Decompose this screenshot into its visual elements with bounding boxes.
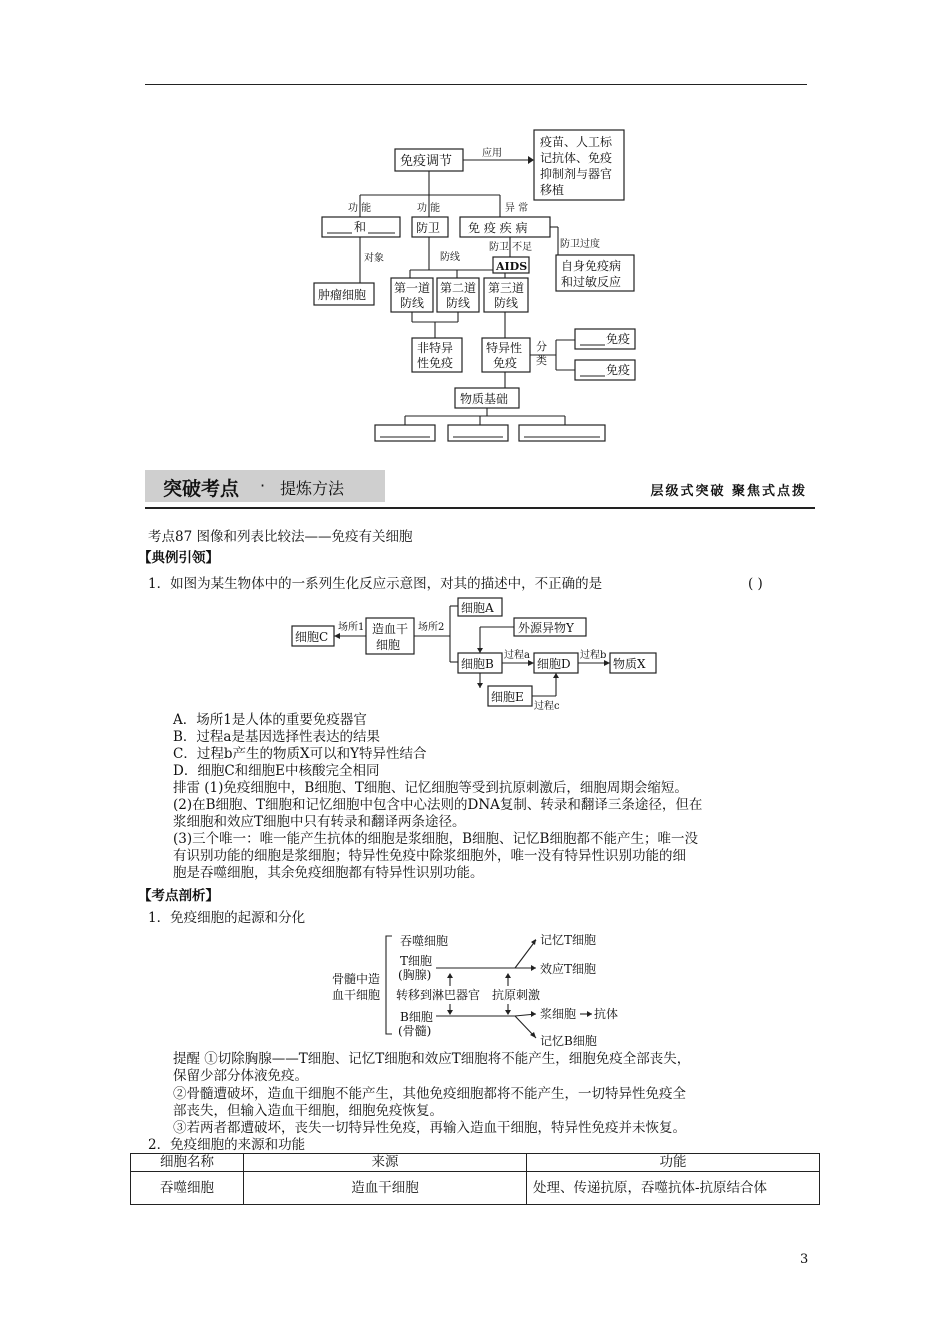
origin-diagram	[330, 928, 630, 1050]
tcell-text-1: T细胞	[400, 954, 433, 968]
aids-text: AIDS	[496, 260, 528, 273]
pailei-1: 排雷 (1)免疫细胞中，B细胞、T细胞、记忆细胞等受到抗原刺激后，细胞周期会缩短。	[173, 780, 688, 796]
effector-t-text: 效应T细胞	[540, 962, 597, 976]
abnormal-label: 异 常	[505, 203, 529, 214]
transfer-text: 转移到淋巴器官	[396, 988, 481, 1002]
application-label: 应用	[482, 148, 502, 159]
phagocyte-text: 吞噬细胞	[400, 934, 449, 948]
bcell-text-2: (骨髓)	[398, 1024, 432, 1038]
kaodian-poxi: 【考点剖析】	[138, 888, 219, 904]
cellA-text: 细胞A	[461, 601, 494, 615]
vaccine-line-2: 记抗体、免疫	[540, 151, 613, 165]
table-cell: 处理、传递抗原，吞噬抗体-抗原结合体	[527, 1172, 820, 1205]
banner-subtitle: 提炼方法	[280, 479, 345, 498]
autoimmune-line-2: 和过敏反应	[561, 275, 622, 289]
stem-cell-text-2: 细胞	[376, 638, 401, 652]
defense-text: 防卫	[416, 221, 441, 235]
defense-line-label: 防线	[440, 252, 460, 263]
pailei-6: 胞是吞噬细胞，其余免疫细胞都有特异性识别功能。	[173, 865, 484, 881]
line2-text-1: 第二道	[440, 281, 477, 295]
memory-t-text: 记忆T细胞	[540, 933, 597, 947]
vaccine-line-3: 抑制剂与器官	[540, 167, 613, 181]
concept-map	[300, 125, 660, 450]
page-number: 3	[800, 1252, 809, 1267]
specific-text-2: 免疫	[493, 356, 518, 370]
substanceX-text: 物质X	[613, 657, 646, 671]
function-label-1: 功 能	[348, 203, 372, 214]
immune-blank-text-1: 免疫	[606, 332, 631, 346]
tumor-cell-text: 肿瘤细胞	[318, 288, 367, 302]
autoimmune-line-1: 自身免疫病	[561, 259, 622, 273]
blank-box-1	[375, 425, 435, 441]
pailei-2: (2)在B细胞、T细胞和记忆细胞中包含中心法则的DNA复制、转录和翻译三条途径，但在	[173, 797, 703, 813]
line1-text-1: 第一道	[394, 281, 431, 295]
nonspecific-text-1: 非特异	[417, 341, 454, 355]
item2-title: 2．免疫细胞的来源和功能	[148, 1137, 306, 1153]
table-cell: 吞噬细胞	[131, 1172, 244, 1205]
material-basis-text: 物质基础	[460, 392, 509, 406]
cellD-text: 细胞D	[537, 657, 571, 671]
tixing-5: ③若两者都遭破坏，丧失一切特异性免疫，再输入造血干细胞，特异性免疫并未恢复。	[173, 1120, 686, 1136]
table-header-row	[131, 1154, 820, 1172]
table-header: 细胞名称	[131, 1154, 244, 1172]
function-label-2: 功 能	[417, 203, 441, 214]
tixing-4: 部丧失，但输入造血干细胞，细胞免疫恢复。	[173, 1103, 443, 1119]
antibody-text: 抗体	[594, 1007, 619, 1021]
process-diagram	[288, 596, 668, 710]
table-header: 功能	[527, 1154, 820, 1172]
banner-title: 突破考点	[163, 478, 240, 500]
immune-disease-text: 免 疫 疾 病	[468, 221, 528, 235]
vaccine-line-4: 移植	[540, 183, 565, 197]
target-label: 对象	[364, 253, 384, 264]
option-b: B．过程a是基因选择性表达的结果	[173, 729, 380, 745]
table-header: 来源	[244, 1154, 527, 1172]
table-cell: 造血干细胞	[244, 1172, 527, 1205]
cellC-text: 细胞C	[295, 630, 329, 644]
process-b-label: 过程b	[580, 650, 607, 661]
process-c-label: 过程c	[534, 701, 560, 710]
and-text: 和	[354, 220, 367, 234]
stem-cell-text-1: 造血干	[372, 622, 409, 636]
item1-title: 1．免疫细胞的起源和分化	[148, 910, 306, 926]
immune-blank-text-2: 免疫	[606, 363, 631, 377]
cellE-text: 细胞E	[491, 690, 524, 704]
table-row	[131, 1172, 820, 1205]
place2-label: 场所2	[418, 622, 445, 633]
excess-label: 防卫过度	[560, 239, 600, 250]
tixing-1: 提醒 ①切除胸腺——T细胞、记忆T细胞和效应T细胞将不能产生，细胞免疫全部丧失，	[173, 1051, 691, 1067]
tcell-text-2: (胸腺)	[398, 968, 432, 982]
nonspecific-text-2: 性免疫	[417, 356, 454, 370]
line3-text-1: 第三道	[488, 281, 525, 295]
option-a: A．场所1是人体的重要免疫器官	[173, 712, 367, 728]
pailei-4: (3)三个唯一：唯一能产生抗体的细胞是浆细胞，B细胞、记忆B细胞都不能产生；唯一没	[173, 831, 698, 847]
immune-regulation-text: 免疫调节	[400, 154, 453, 169]
source-text-2: 血干细胞	[332, 988, 381, 1002]
blank-box-3	[519, 425, 605, 441]
option-d: D．细胞C和细胞E中核酸完全相同	[173, 763, 380, 779]
line2-text-2: 防线	[446, 296, 471, 310]
classify-text-2: 类	[536, 354, 547, 367]
question-stem: 1．如图为某生物体中的一系列生化反应示意图，对其的描述中，不正确的是	[148, 576, 603, 592]
answer-paren: ( )	[748, 576, 763, 592]
option-c: C．过程b产生的物质X可以和Y特异性结合	[173, 746, 427, 762]
tixing-2: 保留少部分体液免疫。	[173, 1068, 308, 1084]
classify-text-1: 分	[536, 340, 547, 353]
process-a-label: 过程a	[504, 650, 530, 661]
antigen-text: 抗原刺激	[492, 988, 541, 1002]
banner-dot: ·	[260, 476, 266, 495]
header-rule	[145, 84, 807, 85]
vaccine-line-1: 疫苗、人工标	[540, 135, 613, 149]
specific-text-1: 特异性	[486, 341, 523, 355]
kaodian-title: 考点87 图像和列表比较法——免疫有关细胞	[148, 529, 413, 545]
foreignY-text: 外源异物Y	[518, 621, 574, 635]
memory-b-text: 记忆B细胞	[540, 1034, 597, 1048]
banner-right: 层级式突破 聚焦式点拨	[650, 484, 807, 499]
insufficient-label: 防卫 不足	[489, 242, 533, 253]
cellB-text: 细胞B	[461, 657, 494, 671]
pailei-3: 浆细胞和效应T细胞中只有转录和翻译两条途径。	[173, 814, 466, 830]
blank-box-2	[448, 425, 508, 441]
immune-cell-table	[130, 1153, 820, 1205]
plasma-text: 浆细胞	[540, 1007, 577, 1021]
bcell-text-1: B细胞	[400, 1010, 433, 1024]
pailei-5: 有识别功能的细胞是浆细胞；特异性免疫中除浆细胞外，唯一没有特异性识别功能的细	[173, 848, 686, 864]
line3-text-2: 防线	[494, 296, 519, 310]
line1-text-2: 防线	[400, 296, 425, 310]
section-banner	[145, 470, 815, 510]
tixing-3: ②骨髓遭破坏，造血干细胞不能产生，其他免疫细胞都将不能产生，一切特异性免疫全	[173, 1086, 686, 1102]
place1-label: 场所1	[338, 622, 365, 633]
dianli-heading: 【典例引领】	[138, 550, 219, 566]
source-text-1: 骨髓中造	[332, 972, 381, 986]
